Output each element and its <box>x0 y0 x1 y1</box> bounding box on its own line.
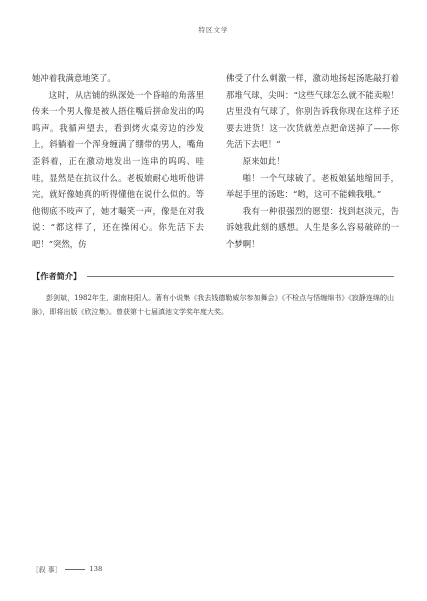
author-bio-text: 彭剑斌，1982年生，湖南桂阳人。著有小说集《我去钱德勒威尔参加舞会》《不检点与悟缠绵书》《寂静连绵的山脉》，即将出版《欣泣集》。曾获第十七届滇池文学奖年度大奖。 <box>32 294 394 317</box>
heading-divider <box>87 276 394 277</box>
paragraph: 她冲着我满意地笑了。 <box>32 73 116 83</box>
author-bio-heading <box>32 269 394 283</box>
paragraph: 我有一种很强烈的愿望：找到赵淡元，告诉她我此刻的感想。人生是多么容易破碎的一个梦啊！ <box>226 205 399 249</box>
paragraph: 啪！一个气球破了。老板娘猛地缩回手，举起手里的汤匙：“哟，这可不能赖我哦。” <box>226 172 399 200</box>
paragraph: 佛受了什么刺激一样，激动地扬起汤匙敲打着那堆气球，尖叫：“这些气球怎么就不能卖啦！店里没有气球了，你别告诉我你现在这样子还要去进货！这一次货就差点把命送掉了——你先活下去吧！” <box>226 73 399 150</box>
page-footer <box>32 564 102 574</box>
article-column-right <box>226 70 399 253</box>
footer-divider <box>65 569 85 570</box>
article-column-left <box>32 70 204 253</box>
paragraph: 原来如此！ <box>242 155 285 166</box>
paragraph: 这时，从店铺的纵深处一个昏暗的角落里传来一个男人像是被人捂住嘴后拼命发出的呜呜声。我循声望去，看到烤火桌旁边的沙发上，斜躺着一个浑身缠满了绷带的男人，嘴角歪斜着，正在激动地发出一连串的呜呜、哇哇，显然是在抗议什么。老板娘耐心地听他讲完，就好像她真的听得懂他在说什么似的。等他彻底不吱声了，她才嘬笑一声，像是在对我说：“都这样了，还在操闲心。你先活下去吧！”突然，仿 <box>32 89 204 249</box>
author-bio-section <box>32 269 394 319</box>
page-number: 138 <box>89 565 103 573</box>
running-header: 特区文学 <box>198 26 229 34</box>
footer-section-label: ［叙 事］ <box>32 566 62 574</box>
author-bio-title: 【作者简介】 <box>32 270 82 281</box>
